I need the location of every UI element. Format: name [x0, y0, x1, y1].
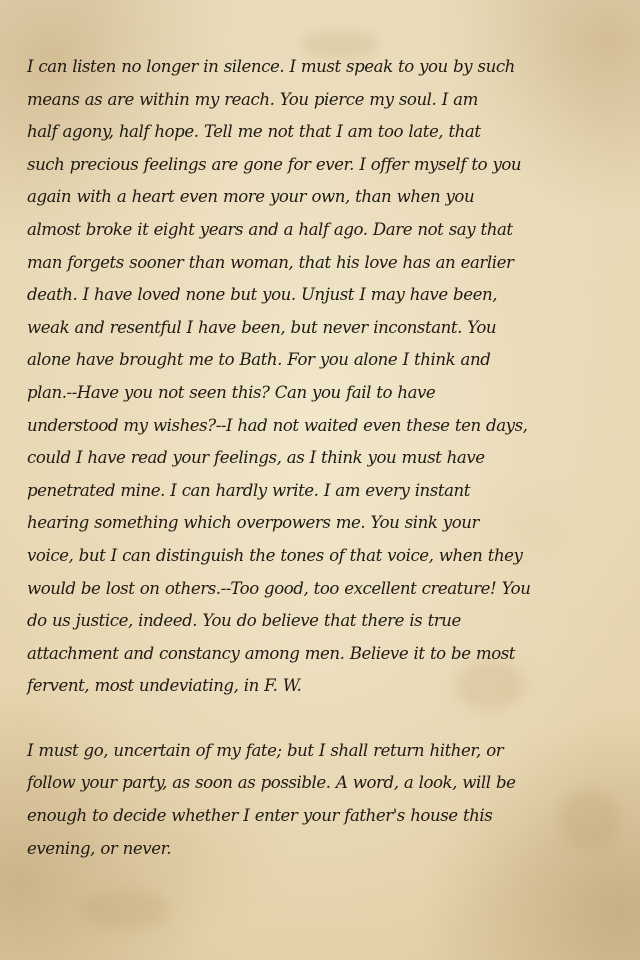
paper-stain: [80, 890, 170, 930]
letter-paragraph: [27, 51, 627, 703]
letter-line: understood my wishes?--I had not waited even these ten days,: [27, 415, 528, 435]
letter-line: would be lost on others.--Too good, too excellent creature! You: [27, 578, 531, 598]
handwritten-letter: [27, 51, 627, 865]
letter-line: evening, or never.: [27, 838, 172, 858]
letter-line: again with a heart even more your own, than when you: [27, 187, 475, 207]
letter-line: do us justice, indeed. You do believe that there is true: [27, 611, 461, 631]
letter-line: hearing something which overpowers me. You sink your: [27, 513, 479, 533]
letter-line: fervent, most undeviating, in F. W.: [27, 676, 302, 696]
letter-line: plan.--Have you not seen this? Can you fail to have: [27, 382, 436, 402]
letter-line: man forgets sooner than woman, that his love has an earlier: [27, 252, 514, 272]
letter-paragraph: [27, 735, 627, 865]
letter-line: death. I have loved none but you. Unjust I may have been,: [27, 285, 498, 305]
letter-line: such precious feelings are gone for ever. I offer myself to you: [27, 154, 522, 174]
letter-line: half agony, half hope. Tell me not that I am too late, that: [27, 122, 481, 142]
letter-line: attachment and constancy among men. Believe it to be most: [27, 643, 516, 663]
letter-line: could I have read your feelings, as I think you must have: [27, 448, 485, 468]
letter-line: almost broke it eight years and a half ago. Dare not say that: [27, 219, 513, 239]
letter-line: enough to decide whether I enter your father's house this: [27, 806, 493, 826]
letter-line: follow your party, as soon as possible. A word, a look, will be: [27, 773, 516, 793]
letter-line: I can listen no longer in silence. I must speak to you by such: [27, 57, 515, 76]
letter-line: I must go, uncertain of my fate; but I shall return hither, or: [27, 740, 504, 760]
letter-line: weak and resentful I have been, but never inconstant. You: [27, 317, 497, 337]
letter-line: penetrated mine. I can hardly write. I am every instant: [27, 480, 470, 500]
paragraph-gap: [27, 703, 627, 735]
letter-line: alone have brought me to Bath. For you alone I think and: [27, 350, 491, 370]
letter-line: means as are within my reach. You pierce my soul. I am: [27, 89, 478, 109]
letter-line: voice, but I can distinguish the tones of that voice, when they: [27, 545, 523, 565]
